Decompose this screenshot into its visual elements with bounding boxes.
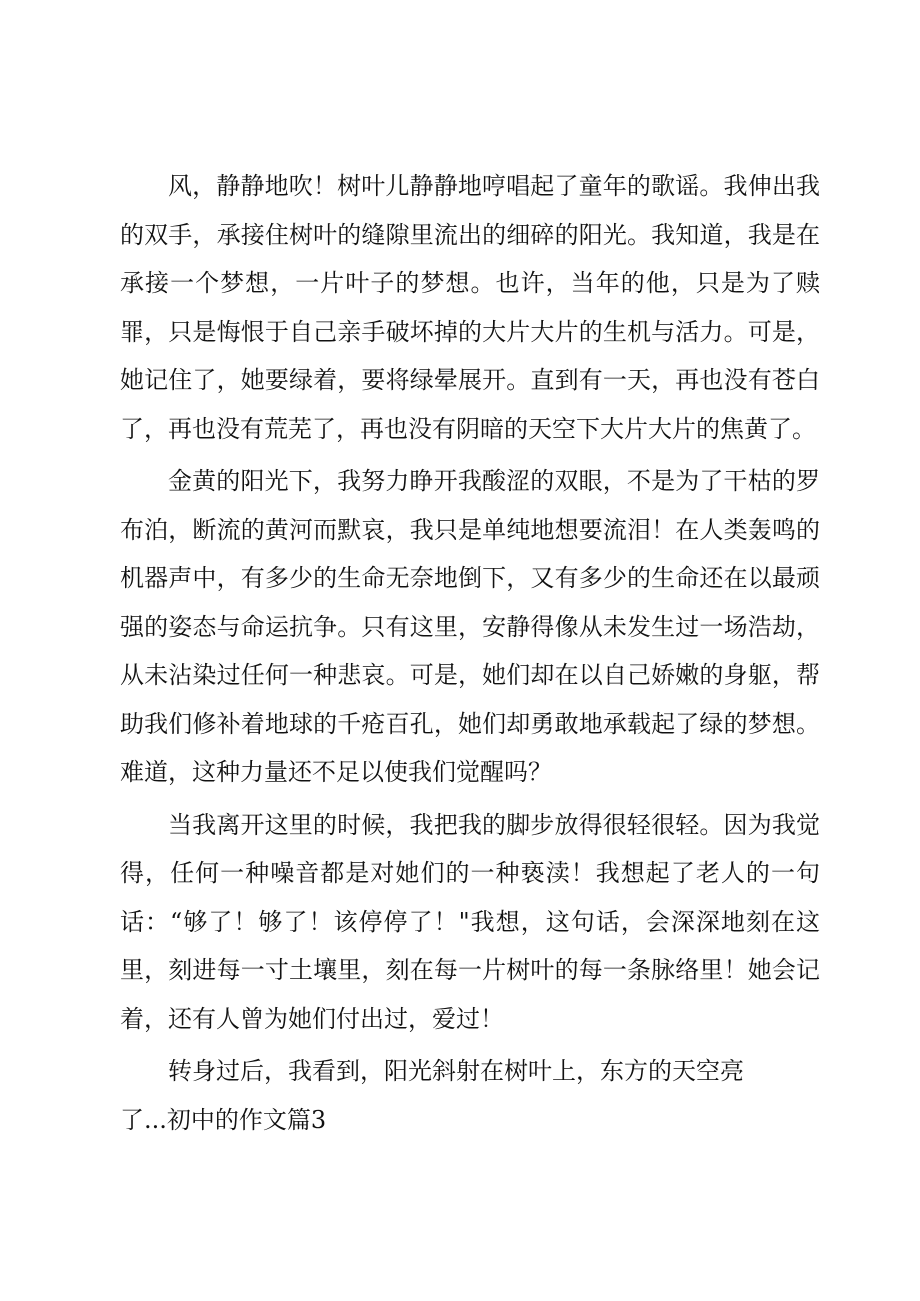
paragraph-3: 当我离开这里的时候，我把我的脚步放得很轻很轻。因为我觉得，任何一种噪音都是对她们的一种亵渎！我想起了老人的一句话：“够了！够了！该停停了！"我想，这句话，会深深地刻在这里，刻进每一寸土壤里，刻在每一片树叶的每一条脉络里！她会记着，还有人曾为她们付出过，爱过！ xyxy=(120,810,820,1033)
paragraph-2: 金黄的阳光下，我努力睁开我酸涩的双眼，不是为了干枯的罗布泊，断流的黄河而默哀，我只是单纯地想要流泪！在人类轰鸣的机器声中，有多少的生命无奈地倒下，又有多少的生命还在以最顽强的姿态与命运抗争。只有这里，安静得像从未发生过一场浩劫，从未沾染过任何一种悲哀。可是，她们却在以自己娇嫩的身躯，帮助我们修补着地球的千疮百孔，她们却勇敢地承载起了绿的梦想。难道，这种力量还不足以使我们觉醒吗？ xyxy=(120,467,820,786)
paragraph-4: 转身过后，我看到，阳光斜射在树叶上，东方的天空亮了...初中的作文篇3 xyxy=(120,1057,744,1134)
paragraph-1: 风，静静地吹！树叶儿静静地哼唱起了童年的歌谣。我伸出我的双手，承接住树叶的缝隙里流出的细碎的阳光。我知道，我是在承接一个梦想，一片叶子的梦想。也许，当年的他，只是为了赎罪，只是悔恨于自己亲手破坏掉的大片大片的生机与活力。可是，她记住了，她要绿着，要将绿晕展开。直到有一天，再也没有苍白了，再也没有荒芜了，再也没有阴暗的天空下大片大片的焦黄了。 xyxy=(120,172,820,443)
essay-body xyxy=(120,162,820,1144)
